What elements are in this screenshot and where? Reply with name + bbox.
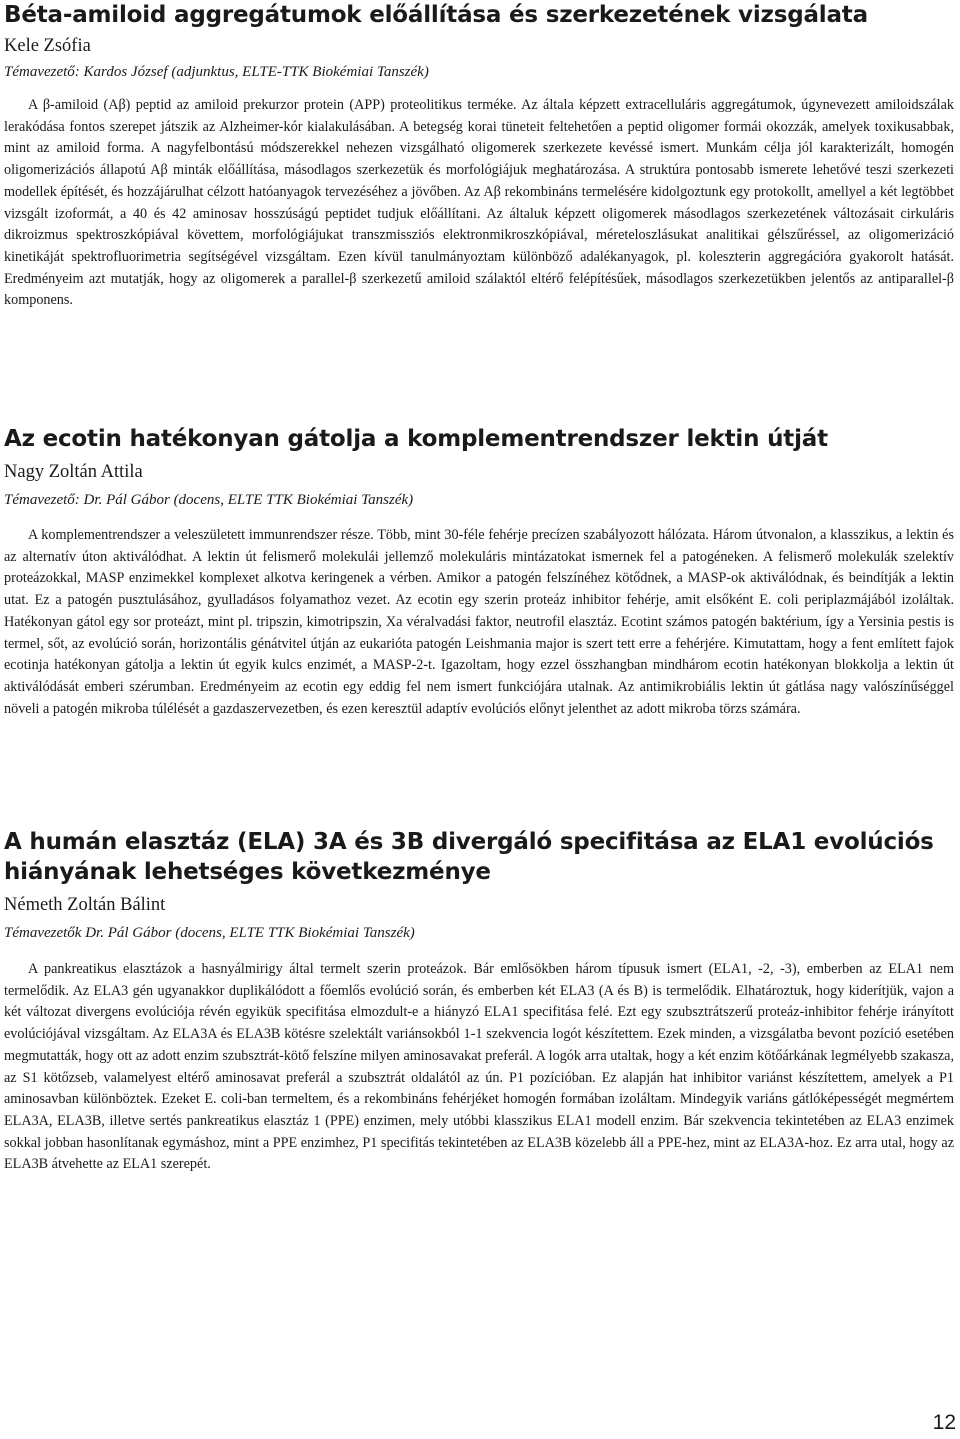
- abstract-section: [4, 0, 956, 312]
- abstract-body: A β-amiloid (Aβ) peptid az amiloid prekurzor protein (APP) proteolitikus terméke. Az általa képzett extracelluláris aggregátumok, úgynevezett amiloidszálak lerakódása fontos szerepet játszik az Alzheimer-kór kialakulásában. A betegség korai tüneteit feltehetően a peptid oligomer formái okozzák, amelyek toxikusabbak, mint az amiloid forma. A nagyfelbontású módszerekkel nehezen vizsgálható oligomerek szerkezete kevéssé ismert. Munkám célja jól karakterizált, homogén oligomerizációs állapotú Aβ minták előállítása, másodlagos szerkezetük és morfológiájuk meghatározása. A struktúra pontosabb ismerete lehetővé teszi szerkezeti modellek építését, és hozzájárulhat célzott hatóanyagok tervezéséhez a jövőben. Az Aβ rekombináns termelésére kidolgoztunk egy protokollt, amellyel a két legtöbbet vizsgált izoformát, a 40 és 42 aminosav hosszúságú peptidet tudjuk előállítani. Az általuk képzett oligomerek másodlagos szerkezetének változásait cirkuláris dikroizmus spektroszkópiával követtem, morfológiájukat transzmissziós elektronmikroszkópiával, méreteloszlásukat analitikai gélszűréssel, az oligomerizáció kinetikáját spektrofluorimetria segítségével vizsgáltam. Ezen kívül tanulmányoztam különböző adalékanyagok, pl. koleszterin aggregációra gyakorolt hatását. Eredményeim azt mutatják, hogy az oligomerek a parallel-β szerkezetű amiloid szálaktól eltérő felépítésűek, másodlagos szerkezetükben jelentős az antiparallel-β komponens.: [4, 97, 954, 309]
- abstract-supervisor: Témavezetők Dr. Pál Gábor (docens, ELTE TTK Biokémiai Tanszék): [4, 925, 415, 941]
- abstract-author: Nagy Zoltán Attila: [4, 462, 143, 482]
- abstract-author: Németh Zoltán Bálint: [4, 895, 166, 915]
- abstract-title: Az ecotin hatékonyan gátolja a komplementrendszer lektin útját: [4, 426, 828, 452]
- page-number: 12: [932, 1411, 956, 1434]
- abstract-title: A humán elasztáz (ELA) 3A és 3B divergáló specifitása az ELA1 evolúciós hiányának lehetséges következménye: [4, 829, 934, 885]
- abstract-section: [4, 424, 956, 720]
- abstract-author: Kele Zsófia: [4, 36, 91, 56]
- abstract-supervisor: Témavezető: Dr. Pál Gábor (docens, ELTE TTK Biokémiai Tanszék): [4, 492, 414, 508]
- abstract-title: Béta-amiloid aggregátumok előállítása és szerkezetének vizsgálata: [4, 2, 868, 28]
- abstract-supervisor: Témavezető: Kardos József (adjunktus, ELTE-TTK Biokémiai Tanszék): [4, 64, 429, 80]
- abstract-section: [4, 827, 956, 1176]
- abstract-body: A komplementrendszer a veleszületett immunrendszer része. Több, mint 30-féle fehérje precízen szabályozott hálózata. Három útvonalon, a klasszikus, a lektin és az alternatív úton aktiválódhat. A lektin út felismerő molekulái jellemző molekuláris mintázatokat ismernek fel a patogéneken. A felismerő molekulák szelektív proteázokkal, MASP enzimekkel komplexet alkotva keringenek a vérben. Amikor a patogén felszínéhez kötődnek, a MASP-ok aktiválódnak, és beindítják a lektin utat. Ez a patogén pusztulásához, gyulladásos folyamathoz vezet. Az ecotin egy szerin proteáz inhibitor fehérje, amit elsőként E. coli periplazmájából izoláltak. Hatékonyan gátol egy sor proteázt, mint pl. tripszin, kimotripszin, Xa véralvadási faktor, neutrofil elasztáz. Ecotint számos patogén baktérium, így a Yersinia pestis is termel, sőt, az evolúció során, horizontális génátvitel útján az eukarióta patogén Leishmania major is szert tett erre a fehérjére. Kimutattam, hogy a fent említett fajok ecotinja hatékonyan gátolja a lektin út egyik kulcs enzimét, a MASP-2-t. Igazoltam, hogy ezzel összhangban mindhárom ecotin hatékonyan blokkolja a lektin út aktiválódását emberi szérumban. Eredményeim az ecotin egy eddig fel nem ismert funkciójára utalnak. Az antimikrobiális lektin út gátlása nagy valószínűséggel növeli a patogén mikroba túlélését a gazdaszervezetben, és ezen keresztül adaptív evolúciós előnyt jelenthet az adott mikroba törzs számára.: [4, 527, 954, 717]
- abstract-body: A pankreatikus elasztázok a hasnyálmirigy által termelt szerin proteázok. Bár emlősökben három típusuk ismert (ELA1, -2, -3), emberben az ELA1 nem termelődik. Az ELA3 gén ugyanakkor duplikálódott a főemlős evolúció során, és emberben két ELA3 (A és B) is termelődik. Elhatároztuk, hogy kiderítjük, vajon a két változat divergens evolúciója révén egyikük specifitása elmozdult-e a hiányzó ELA1 specifitása felé. Ezt egy szubsztrátszerű proteáz-inhibitor fehérje irányított evolúciójával vizsgáltam. Az ELA3A és ELA3B kötésre szelektált variánsokból 1-1 szekvencia logót készítettem. Ezek minden, a vizsgálatba bevont pozíció esetében megmutatták, hogy ott az adott enzim szubsztrát-kötő felszíne milyen aminosavakat preferál. A logók arra utaltak, hogy a két enzim kötőárkának legmélyebb szakasza, az S1 kötőzseb, valamelyest eltérő aminosavat preferál a szubsztrát oldalától az ún. P1 pozícióban. Ez alapján hat inhibitor variánst készítettem, amelyek a P1 aminosavban különböztek. Ezeket E. coli-ban termeltem, és a rekombináns fehérjéket homogén formában izoláltam. Mindegyik variáns gátlóképességét megmértem ELA3A, ELA3B, illetve sertés pankreatikus elasztáz 1 (PPE) enzimen, mely utóbbi klasszikus ELA1 modell enzim. Bár szekvencia tekintetében az ELA3 enzimek sokkal jobban hasonlítanak egymáshoz, mint a PPE enzimhez, P1 specifitás tekintetében az ELA3B közelebb áll a PPE-hez, mint az ELA3A-hoz. Ez arra utal, hogy az ELA3B átvehette az ELA1 szerepét.: [4, 961, 954, 1173]
